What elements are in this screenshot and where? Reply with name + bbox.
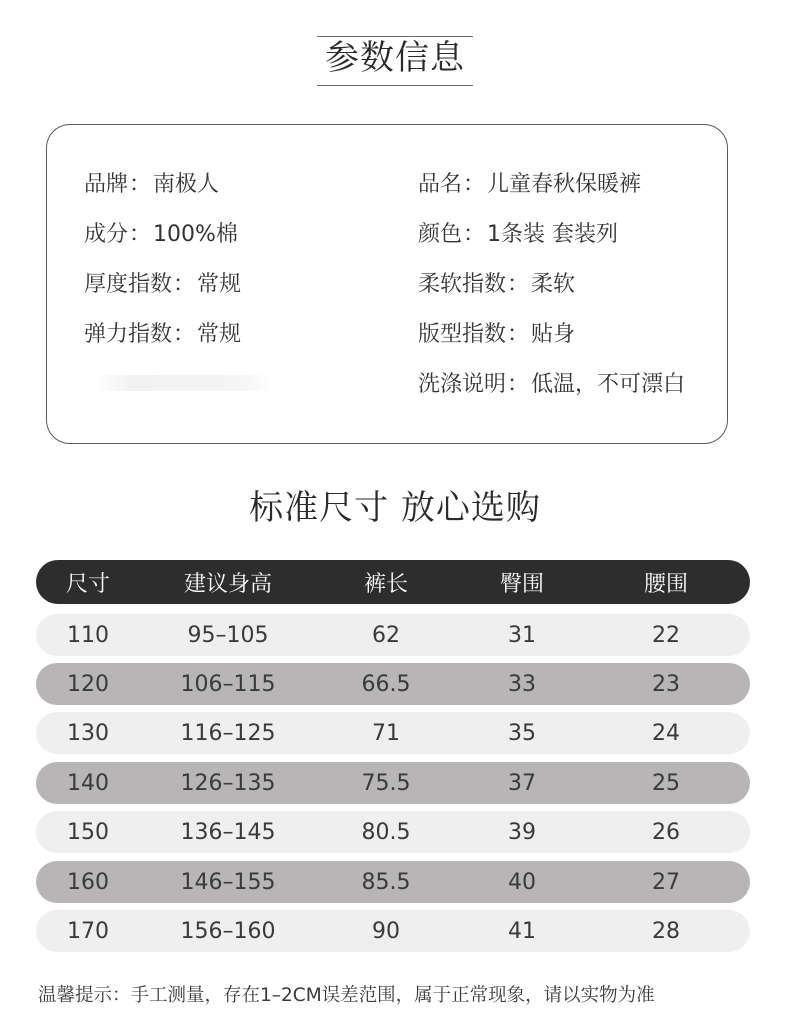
blurred-text-area <box>95 375 275 391</box>
cell-height: 126–135 <box>180 770 276 796</box>
cell-size: 150 <box>67 819 109 845</box>
param-separator: ： <box>173 322 196 347</box>
param-label: 颜色 <box>418 222 463 247</box>
param-label: 品名 <box>418 172 463 197</box>
cell-height: 146–155 <box>180 869 276 895</box>
param-elasticity <box>84 320 241 350</box>
cell-size: 120 <box>67 671 109 697</box>
cell-height: 106–115 <box>180 671 276 697</box>
cell-hip: 35 <box>508 720 536 746</box>
param-separator: ： <box>129 222 152 247</box>
cell-hip: 33 <box>508 671 536 697</box>
cell-hip: 41 <box>508 918 536 944</box>
table-row <box>36 910 750 952</box>
cell-waist: 27 <box>652 869 680 895</box>
param-separator: ： <box>507 372 530 397</box>
param-material <box>84 220 238 250</box>
param-label: 柔软指数 <box>418 272 507 297</box>
cell-height: 95–105 <box>187 622 269 648</box>
param-label: 洗涤说明 <box>418 372 507 397</box>
param-thickness <box>84 270 241 300</box>
cell-size: 160 <box>67 869 109 895</box>
param-value: 100%棉 <box>153 222 238 247</box>
param-brand <box>84 170 219 200</box>
title-bottom-rule <box>317 85 473 86</box>
cell-waist: 26 <box>652 819 680 845</box>
cell-hip: 37 <box>508 770 536 796</box>
param-fit <box>418 320 575 350</box>
cell-length: 62 <box>372 622 400 648</box>
table-row <box>36 614 750 656</box>
param-label: 弹力指数 <box>84 322 173 347</box>
table-row <box>36 712 750 754</box>
cell-length: 85.5 <box>361 869 411 895</box>
cell-length: 90 <box>372 918 400 944</box>
cell-size: 140 <box>67 770 109 796</box>
size-heading: 标准尺寸 放心选购 <box>249 488 541 528</box>
table-row <box>36 663 750 705</box>
cell-size: 110 <box>67 622 109 648</box>
cell-waist: 24 <box>652 720 680 746</box>
param-value: 常规 <box>197 272 242 297</box>
cell-waist: 22 <box>652 622 680 648</box>
cell-length: 75.5 <box>361 770 411 796</box>
cell-length: 66.5 <box>361 671 411 697</box>
header-cell-height: 建议身高 <box>183 571 272 597</box>
param-separator: ： <box>463 172 486 197</box>
param-value: 柔软 <box>531 272 576 297</box>
param-separator: ： <box>507 272 530 297</box>
header-cell-waist: 腰围 <box>643 571 688 597</box>
cell-waist: 28 <box>652 918 680 944</box>
param-color <box>418 220 618 250</box>
param-value: 1条装 套装列 <box>487 222 619 247</box>
cell-height: 136–145 <box>180 819 276 845</box>
cell-height: 116–125 <box>180 720 276 746</box>
param-separator: ： <box>507 322 530 347</box>
cell-hip: 31 <box>508 622 536 648</box>
param-label: 厚度指数 <box>84 272 173 297</box>
table-row <box>36 762 750 804</box>
cell-length: 80.5 <box>361 819 411 845</box>
title-top-rule <box>317 36 473 37</box>
param-product-name <box>418 170 641 200</box>
param-value: 低温，不可漂白 <box>531 372 686 397</box>
cell-waist: 25 <box>652 770 680 796</box>
param-label: 版型指数 <box>418 322 507 347</box>
param-label: 成分 <box>84 222 129 247</box>
header-cell-length: 裤长 <box>363 571 408 597</box>
param-separator: ： <box>463 222 486 247</box>
table-header-row <box>36 560 750 604</box>
parameter-card <box>46 124 728 444</box>
section-title <box>0 34 790 82</box>
param-value: 贴身 <box>531 322 576 347</box>
cell-length: 71 <box>372 720 400 746</box>
cell-hip: 39 <box>508 819 536 845</box>
cell-hip: 40 <box>508 869 536 895</box>
param-value: 常规 <box>197 322 242 347</box>
param-value: 儿童春秋保暖裤 <box>487 172 642 197</box>
table-row <box>36 861 750 903</box>
footer-note: 温馨提示：手工测量，存在1–2CM误差范围，属于正常现象，请以实物为准 <box>38 985 655 1006</box>
param-washing <box>418 370 685 400</box>
param-value: 南极人 <box>153 172 220 197</box>
cell-height: 156–160 <box>180 918 276 944</box>
cell-size: 130 <box>67 720 109 746</box>
header-cell-hip: 臀围 <box>499 571 544 597</box>
cell-waist: 23 <box>652 671 680 697</box>
param-separator: ： <box>173 272 196 297</box>
param-softness <box>418 270 575 300</box>
table-row <box>36 811 750 853</box>
param-separator: ： <box>129 172 152 197</box>
param-label: 品牌 <box>84 172 129 197</box>
cell-size: 170 <box>67 918 109 944</box>
header-cell-size: 尺寸 <box>65 571 110 597</box>
section-title-text: 参数信息 <box>325 38 465 78</box>
